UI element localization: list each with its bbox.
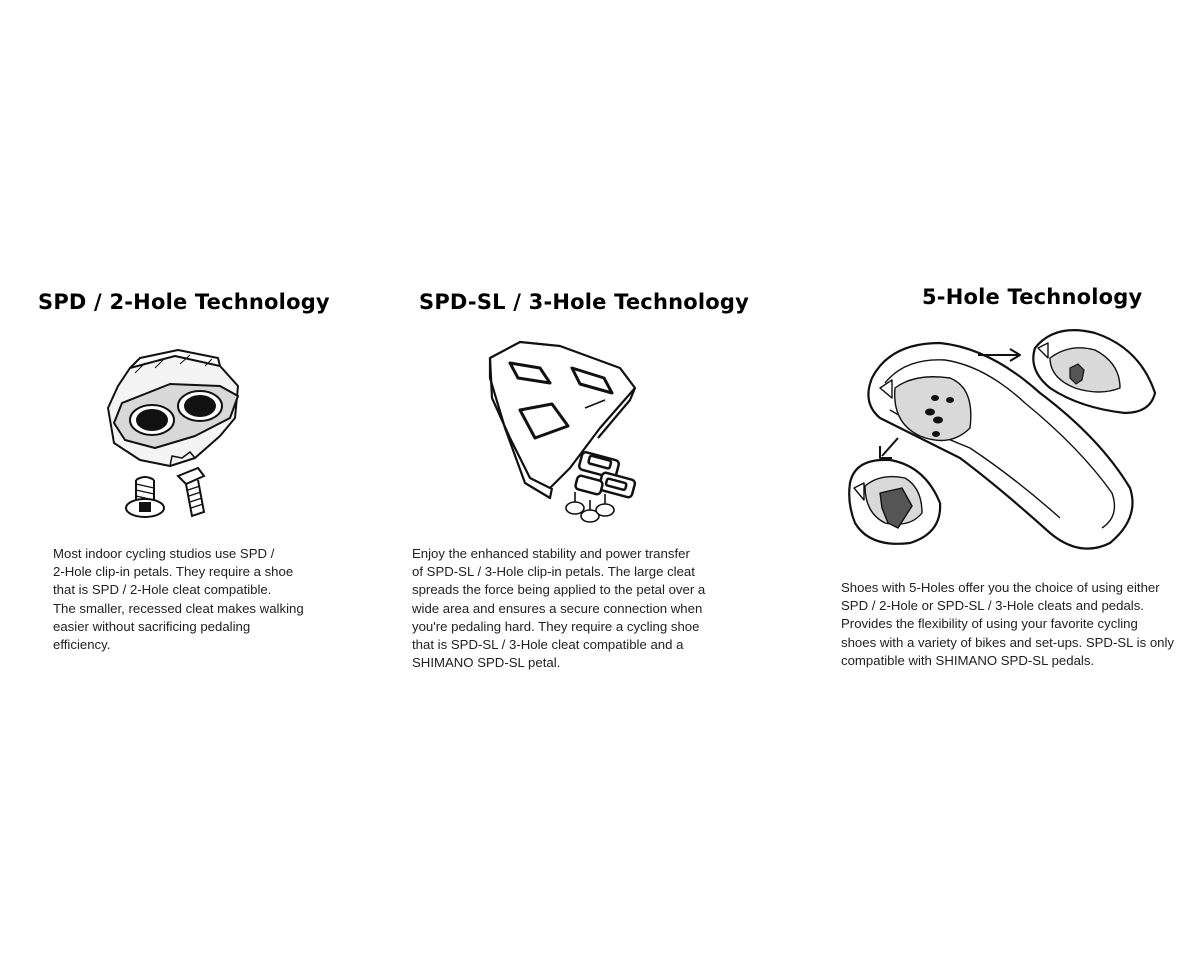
shoe-sole-icon — [850, 318, 1160, 558]
spd-2-hole-description: Most indoor cycling studios use SPD / 2-Hole clip-in petals. They require a shoe that is SPD / 2-Hole cleat compatible. The smaller, recessed cleat makes walking easier without sacrificing pedaling efficiency. — [53, 546, 304, 653]
spd-cleat-icon — [100, 348, 260, 528]
spd-sl-3-hole-description: Enjoy the enhanced stability and power transfer of SPD-SL / 3-Hole clip-in petals. The large cleat spreads the force being applied to the petal over a wide area and ensures a secure connection when you're pedaling hard. They require a cycling shoe that is SPD-SL / 3-Hole cleat compatible and a SHIMANO SPD-SL petal. — [412, 546, 706, 671]
5-hole-title: 5-Hole Technology — [922, 285, 1143, 309]
spd-2-hole-title: SPD / 2-Hole Technology — [38, 290, 330, 314]
spd-sl-3-hole-title: SPD-SL / 3-Hole Technology — [419, 290, 750, 314]
spd-sl-cleat-icon — [480, 338, 660, 528]
5-hole-description: Shoes with 5-Holes offer you the choice of using either SPD / 2-Hole or SPD-SL / 3-Hole cleats and pedals. Provides the flexibility of using your favorite cycling shoes with a variety of bikes and set-ups. SPD-SL is only compatible with SHIMANO SPD-SL pedals. — [841, 580, 1175, 668]
